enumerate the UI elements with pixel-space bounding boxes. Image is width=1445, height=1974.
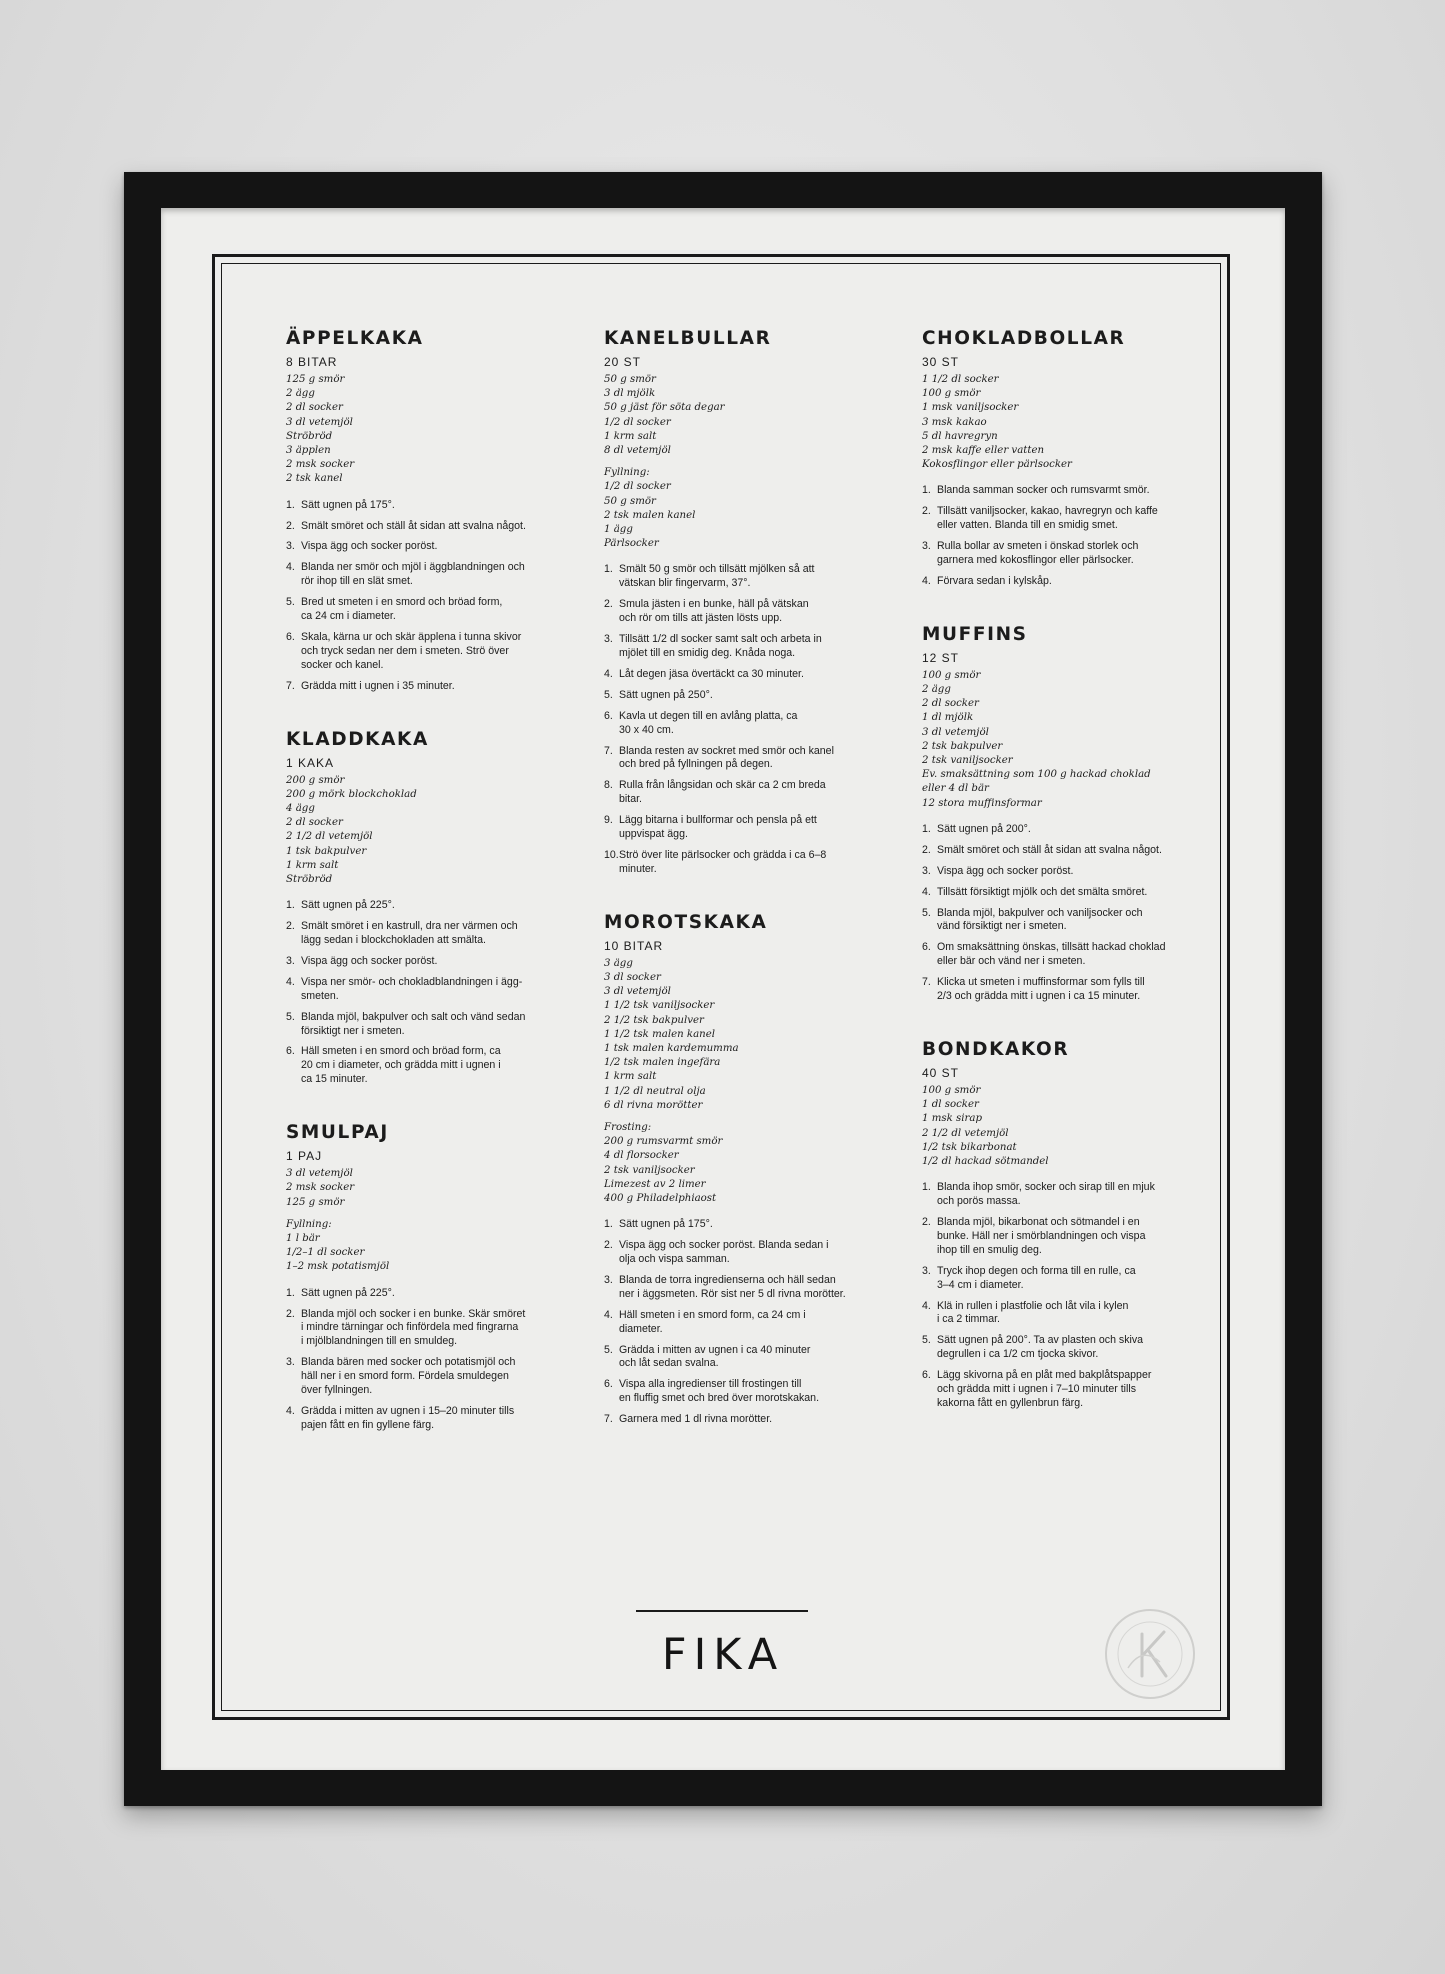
ingredient: 3 dl vetemjöl	[286, 416, 353, 428]
step	[286, 499, 566, 513]
step-number: 6.	[604, 709, 613, 722]
step-number: 5.	[604, 1343, 613, 1356]
step-text: Vispa ner smör- och chokladblandningen i ägg- smeten.	[301, 975, 523, 1002]
ingredient-list	[604, 373, 884, 458]
step-number: 4.	[922, 1299, 931, 1312]
ingredient: 100 g smör	[922, 669, 981, 681]
step-text: Rulla från långsidan och skär ca 2 cm breda bitar.	[619, 779, 826, 806]
ingredient: 1/2 tsk malen ingefära	[604, 1057, 721, 1069]
step-text: Blanda mjöl, bakpulver och salt och vänd sedan försiktigt ner i smeten.	[301, 1010, 526, 1037]
step-number: 4.	[286, 561, 295, 574]
step-number: 3.	[604, 1273, 613, 1286]
recipe-yield: 30 ST	[922, 355, 960, 369]
ingredient: 2 ägg	[922, 684, 951, 696]
ingredient: Kokosflingor eller pärlsocker	[922, 459, 1072, 471]
step	[286, 631, 566, 673]
ingredient-list	[286, 373, 566, 487]
step-number: 7.	[286, 679, 295, 692]
step-text: Grädda i mitten av ugnen i 15–20 minuter tills pajen fått en fin gyllene färg.	[301, 1404, 515, 1431]
ingredient: 5 dl havregryn	[922, 430, 998, 442]
recipe-title: CHOKLADBOLLAR	[922, 328, 1126, 349]
ingredient: 3 dl vetemjöl	[604, 986, 671, 998]
step-text: Blanda resten av sockret med smör och kanel och bred på fyllningen på degen.	[619, 744, 834, 771]
ingredient-list	[604, 957, 884, 1113]
step-text: Sätt ugnen på 225°.	[301, 899, 395, 912]
recipe	[286, 327, 566, 694]
step	[922, 886, 1202, 900]
step	[286, 520, 566, 534]
step-text: Tryck ihop degen och forma till en rulle, ca 3–4 cm i diameter.	[937, 1264, 1136, 1291]
step	[922, 976, 1202, 1004]
step-text: Garnera med 1 dl rivna morötter.	[619, 1413, 773, 1426]
ingredient-list-secondary	[604, 1121, 884, 1206]
step-number: 1.	[604, 563, 613, 576]
step-number: 10.	[604, 848, 619, 861]
step	[604, 1218, 884, 1232]
step-text: Om smaksättning önskas, tillsätt hackad choklad eller bär och vänd ner i smeten.	[937, 941, 1166, 968]
ingredient: 100 g smör	[922, 1084, 981, 1096]
step	[922, 505, 1202, 533]
ingredient: 1/2 dl socker	[604, 416, 671, 428]
step	[286, 1308, 566, 1350]
step	[604, 849, 884, 877]
recipe-yield: 10 BITAR	[604, 938, 664, 953]
step-number: 7.	[604, 1413, 613, 1426]
step-text: Vispa ägg och socker poröst.	[937, 864, 1074, 877]
step	[604, 689, 884, 703]
ingredient: 1 1/2 dl socker	[922, 374, 999, 385]
ingredient: Pärlsocker	[604, 538, 659, 550]
step-number: 5.	[286, 1010, 295, 1023]
step-number: 2.	[922, 505, 931, 518]
ingredient: 1/2 tsk bikarbonat	[922, 1141, 1017, 1153]
step-number: 6.	[922, 1369, 931, 1382]
step	[604, 1413, 884, 1427]
recipe-column-1	[286, 327, 566, 1467]
step-number: 7.	[922, 976, 931, 989]
ingredient: 1 1/2 tsk vaniljsocker	[604, 1000, 715, 1012]
step-text: Sätt ugnen på 200°. Ta av plasten och skiva degrullen i ca 1/2 cm tjocka skivor.	[937, 1334, 1144, 1361]
ingredient: 3 dl vetemjöl	[286, 1168, 353, 1180]
step-list	[604, 563, 884, 876]
ingredient: 2 1/2 dl vetemjöl	[286, 831, 373, 843]
recipe-yield: 12 ST	[922, 650, 960, 665]
ingredient: eller 4 dl bär	[922, 783, 989, 795]
ingredient: 4 ägg	[286, 803, 315, 814]
step-text: Strö över lite pärlsocker och grädda i ca 6–8 minuter.	[619, 848, 827, 875]
step	[922, 484, 1202, 498]
step-number: 4.	[604, 1308, 613, 1321]
ingredient-group-label: Fyllning:	[604, 467, 650, 479]
recipe-title: ÄPPELKAKA	[286, 328, 424, 349]
step	[922, 1181, 1202, 1209]
ingredient: 8 dl vetemjöl	[604, 445, 671, 457]
recipe	[922, 1038, 1202, 1411]
ingredient: 1 msk sirap	[922, 1113, 982, 1125]
embossed-stamp-icon	[1102, 1606, 1198, 1702]
step	[604, 745, 884, 773]
ingredient: 200 g rumsvarmt smör	[604, 1136, 723, 1148]
recipe	[286, 728, 566, 1088]
ingredient-list	[922, 669, 1202, 811]
ingredient: 2 dl socker	[286, 402, 343, 414]
ingredient: 3 dl vetemjöl	[922, 726, 989, 738]
step-text: Smält smöret och ställ åt sidan att svalna något.	[301, 519, 526, 532]
ingredient: 50 g smör	[604, 495, 656, 507]
recipe-title: MOROTSKAKA	[604, 911, 768, 933]
ingredient: 1 krm salt	[286, 859, 339, 871]
ingredient: 2 ägg	[286, 388, 315, 400]
step	[286, 1045, 566, 1087]
step-text: Grädda mitt i ugnen i 35 minuter.	[301, 679, 455, 692]
ingredient: 1/2 dl socker	[604, 481, 671, 493]
ingredient: 2 dl socker	[286, 817, 343, 829]
step	[286, 1011, 566, 1039]
ingredient: 200 g smör	[286, 774, 345, 786]
ingredient: 125 g smör	[286, 374, 345, 385]
poster-title: FIKA	[661, 1630, 785, 1680]
step-text: Grädda i mitten av ugnen i ca 40 minuter och låt sedan svalna.	[619, 1343, 811, 1370]
step	[604, 779, 884, 807]
step	[922, 575, 1202, 589]
step	[604, 563, 884, 591]
ingredient: 125 g smör	[286, 1196, 345, 1208]
ingredient: 1 krm salt	[604, 1071, 657, 1083]
step	[286, 976, 566, 1004]
step-number: 1.	[286, 498, 295, 511]
step	[286, 1287, 566, 1301]
step-number: 3.	[286, 1356, 295, 1369]
ingredient: 2 tsk kanel	[286, 473, 343, 485]
step-text: Tillsätt vaniljsocker, kakao, havregryn och kaffe eller vatten. Blanda till en smidig smet.	[937, 505, 1158, 532]
ingredient: 3 msk kakao	[922, 416, 987, 428]
step-number: 5.	[922, 1334, 931, 1347]
ingredient: 1/2–1 dl socker	[286, 1247, 365, 1259]
step-number: 5.	[604, 688, 613, 701]
step	[286, 596, 566, 624]
step-number: 2.	[286, 1307, 295, 1320]
step-text: Sätt ugnen på 175°.	[619, 1218, 713, 1231]
step	[286, 899, 566, 913]
step-number: 6.	[286, 630, 295, 643]
ingredient: 2 tsk bakpulver	[922, 740, 1003, 752]
ingredient: 1 1/2 dl neutral olja	[604, 1085, 706, 1097]
step-number: 8.	[604, 779, 613, 792]
ingredient: 1 1/2 tsk malen kanel	[604, 1028, 716, 1040]
step	[604, 1274, 884, 1302]
step-number: 2.	[604, 1239, 613, 1252]
recipe-title: KANELBULLAR	[604, 328, 772, 349]
step-number: 3.	[604, 633, 613, 646]
ingredient-list	[286, 1167, 566, 1210]
step-number: 5.	[286, 596, 295, 609]
ingredient: 3 dl socker	[604, 971, 661, 983]
step-number: 6.	[922, 941, 931, 954]
step-list	[604, 1218, 884, 1427]
recipe	[604, 327, 884, 877]
ingredient: 1 l bär	[286, 1233, 320, 1244]
ingredient: Ströbröd	[286, 430, 333, 442]
step-text: Blanda mjöl, bakpulver och vaniljsocker och vänd försiktigt ner i smeten.	[937, 906, 1143, 933]
step	[922, 907, 1202, 935]
ingredient: 2 1/2 tsk bakpulver	[604, 1014, 704, 1026]
step-text: Blanda ner smör och mjöl i äggblandningen och rör ihop till en slät smet.	[301, 561, 525, 588]
ingredient: 4 dl florsocker	[604, 1150, 679, 1162]
step-text: Kavla ut degen till en avlång platta, ca 30 x 40 cm.	[619, 709, 798, 736]
recipe-yield: 40 ST	[922, 1065, 960, 1080]
ingredient: 1 dl mjölk	[922, 712, 974, 724]
step-text: Blanda ihop smör, socker och sirap till en mjuk och porös massa.	[937, 1181, 1155, 1208]
step-number: 4.	[286, 975, 295, 988]
recipe	[922, 327, 1202, 589]
step-text: Klä in rullen i plastfolie och låt vila i kylen i ca 2 timmar.	[937, 1299, 1129, 1326]
ingredient: 1/2 dl hackad sötmandel	[922, 1155, 1049, 1167]
ingredient: 3 dl mjölk	[604, 388, 656, 400]
step-number: 5.	[922, 906, 931, 919]
step-text: Blanda de torra ingredienserna och häll sedan ner i äggsmeten. Rör sist ner 5 dl rivna morötter.	[619, 1273, 846, 1300]
recipe	[604, 911, 884, 1427]
ingredient: 3 ägg	[604, 957, 633, 969]
ingredient: 50 g jäst för söta degar	[604, 402, 725, 414]
recipe-yield: 1 KAKA	[286, 755, 335, 770]
ingredient: 2 tsk malen kanel	[604, 509, 696, 521]
ingredient: 400 g Philadelphiaost	[604, 1193, 717, 1204]
step-text: Smält 50 g smör och tillsätt mjölken så att vätskan blir fingervarm, 37°.	[619, 563, 815, 590]
step	[922, 1369, 1202, 1411]
step-text: Vispa alla ingredienser till frostingen till en fluffig smet och bred över morotskakan.	[619, 1378, 820, 1405]
step-number: 3.	[286, 954, 295, 967]
step	[604, 1239, 884, 1267]
step-number: 2.	[604, 598, 613, 611]
ingredient: Ströbröd	[286, 874, 333, 886]
step-text: Klicka ut smeten i muffinsformar som fylls till 2/3 och grädda mitt i ugnen i ca 15 minuter.	[937, 976, 1145, 1003]
step-text: Bred ut smeten i en smord och bröad form, ca 24 cm i diameter.	[301, 596, 503, 623]
step	[286, 920, 566, 948]
step-list	[922, 823, 1202, 1004]
step	[604, 814, 884, 842]
step-number: 3.	[286, 540, 295, 553]
step-number: 1.	[922, 822, 931, 835]
step-text: Smula jästen i en bunke, häll på vätskan och rör om tills att jästen lösts upp.	[619, 598, 809, 625]
step-list	[922, 1181, 1202, 1411]
step-number: 3.	[922, 1264, 931, 1277]
recipe-yield: 8 BITAR	[286, 355, 338, 369]
step-text: Blanda samman socker och rumsvarmt smör.	[937, 484, 1150, 497]
step-text: Vispa ägg och socker poröst.	[301, 954, 438, 967]
recipe-title: SMULPAJ	[286, 1122, 389, 1144]
step	[922, 1216, 1202, 1258]
ingredient: 3 äpplen	[286, 445, 331, 457]
step-number: 1.	[604, 1218, 613, 1231]
ingredient: 1–2 msk potatismjöl	[286, 1261, 390, 1273]
ingredient-list	[922, 373, 1202, 472]
step-text: Blanda mjöl, bikarbonat och sötmandel i en bunke. Häll ner i smörblandningen och vispa ihop till en smulig deg.	[937, 1215, 1146, 1256]
step	[922, 1300, 1202, 1328]
step-text: Blanda mjöl och socker i en bunke. Skär smöret i mindre tärningar och finfördela med fingrarna i mjölblandningen till en smuldeg.	[301, 1307, 526, 1348]
step-number: 1.	[922, 484, 931, 497]
step-number: 6.	[604, 1378, 613, 1391]
recipe-title: KLADDKAKA	[286, 728, 429, 750]
step-number: 4.	[922, 885, 931, 898]
step	[286, 680, 566, 694]
step	[922, 823, 1202, 837]
ingredient: 6 dl rivna morötter	[604, 1099, 703, 1111]
ingredient: 2 tsk vaniljsocker	[922, 755, 1013, 767]
step-number: 3.	[922, 540, 931, 553]
ingredient: 1 dl socker	[922, 1099, 979, 1111]
ingredient-list-secondary	[604, 466, 884, 551]
step-number: 2.	[922, 843, 931, 856]
step-text: Smält smöret och ställ åt sidan att svalna något.	[937, 843, 1162, 856]
step	[604, 710, 884, 738]
step-text: Vispa ägg och socker poröst.	[301, 540, 438, 553]
step	[604, 1309, 884, 1337]
step	[922, 844, 1202, 858]
ingredient-list-secondary	[286, 1218, 566, 1275]
step-text: Tillsätt 1/2 dl socker samt salt och arbeta in mjölet till en smidig deg. Knåda noga.	[619, 633, 822, 659]
step-number: 2.	[286, 920, 295, 933]
step	[922, 1265, 1202, 1293]
step	[604, 633, 884, 661]
ingredient: 100 g smör	[922, 388, 981, 400]
ingredient: 1 krm salt	[604, 430, 657, 442]
step-text: Rulla bollar av smeten i önskad storlek och garnera med kokosflingor eller pärlsocker.	[937, 540, 1139, 567]
ingredient-list	[922, 1084, 1202, 1169]
step	[922, 1334, 1202, 1362]
step	[286, 1405, 566, 1433]
step	[286, 561, 566, 589]
step-number: 1.	[286, 899, 295, 912]
ingredient: 1 msk vaniljsocker	[922, 402, 1019, 414]
ingredient-group-label: Fyllning:	[286, 1218, 332, 1230]
ingredient-list	[286, 774, 566, 888]
recipe	[922, 623, 1202, 1004]
ingredient-group-label: Frosting:	[604, 1121, 652, 1133]
ingredient: 2 msk socker	[286, 459, 355, 471]
step	[286, 1356, 566, 1398]
ingredient: 12 stora muffinsformar	[922, 797, 1042, 809]
recipe-column-3	[922, 327, 1202, 1445]
ingredient: 1 tsk bakpulver	[286, 845, 367, 857]
step-text: Blanda bären med socker och potatismjöl och häll ner i en smord form. Fördela smuldegen över fyllningen.	[301, 1356, 516, 1397]
step	[604, 1344, 884, 1372]
ingredient: 2 msk kaffe eller vatten	[922, 445, 1045, 457]
ingredient: 2 1/2 dl vetemjöl	[922, 1127, 1009, 1139]
step-text: Häll smeten i en smord och bröad form, ca 20 cm i diameter, och grädda mitt i ugnen i ca 15 minuter.	[301, 1045, 501, 1086]
ingredient: 200 g mörk blockchoklad	[286, 788, 417, 800]
step-list	[286, 499, 566, 694]
step-text: Sätt ugnen på 250°.	[619, 688, 713, 701]
step-text: Lägg skivorna på en plåt med bakplåtspapper och grädda mitt i ugnen i 7–10 minuter tills kakorna fått en gyllenbrun färg.	[937, 1369, 1152, 1409]
step-number: 4.	[922, 574, 931, 587]
recipe-yield: 1 PAJ	[286, 1149, 323, 1164]
step-number: 1.	[922, 1181, 931, 1194]
step	[922, 941, 1202, 969]
step-number: 9.	[604, 814, 613, 827]
ingredient: 1 ägg	[604, 524, 633, 536]
ingredient: 2 msk socker	[286, 1182, 355, 1194]
step-text: Häll smeten i en smord form, ca 24 cm i diameter.	[619, 1308, 806, 1335]
step-text: Sätt ugnen på 175°.	[301, 498, 395, 511]
step-list	[286, 899, 566, 1087]
step-text: Sätt ugnen på 200°.	[937, 822, 1031, 835]
step	[604, 1378, 884, 1406]
step	[286, 955, 566, 969]
recipe	[286, 1121, 566, 1433]
step-text: Skala, kärna ur och skär äpplena i tunna skivor och tryck sedan ner dem i smeten. Strö över socker och kanel.	[301, 630, 522, 671]
ingredient: 1 tsk malen kardemumma	[604, 1042, 739, 1054]
step-number: 6.	[286, 1045, 295, 1058]
step	[922, 540, 1202, 568]
step-text: Låt degen jäsa övertäckt ca 30 minuter.	[619, 667, 804, 680]
step-number: 4.	[286, 1404, 295, 1417]
step-number: 3.	[922, 864, 931, 877]
step-number: 2.	[922, 1215, 931, 1228]
recipe-yield: 20 ST	[604, 355, 642, 369]
recipe-column-2	[604, 327, 884, 1461]
step-text: Sätt ugnen på 225°.	[301, 1286, 395, 1299]
step-list	[922, 484, 1202, 588]
step	[286, 540, 566, 554]
ingredient: 2 tsk vaniljsocker	[604, 1164, 695, 1176]
step	[604, 668, 884, 682]
recipe-title: MUFFINS	[922, 623, 1028, 645]
step-number: 4.	[604, 667, 613, 680]
ingredient: Ev. smaksättning som 100 g hackad choklad	[922, 769, 1151, 781]
ingredient: Limezest av 2 limer	[604, 1178, 706, 1190]
step-text: Tillsätt försiktigt mjölk och det smälta smöret.	[937, 885, 1148, 898]
ingredient: 50 g smör	[604, 374, 656, 385]
step-number: 2.	[286, 519, 295, 532]
step	[604, 598, 884, 626]
title-rule	[636, 1610, 808, 1612]
recipe-title: BONDKAKOR	[922, 1038, 1070, 1060]
step-text: Lägg bitarna i bullformar och pensla på ett uppvispat ägg.	[619, 814, 817, 841]
step-text: Smält smöret i en kastrull, dra ner värmen och lägg sedan i blockchokladen att smälta.	[301, 920, 518, 947]
step-number: 7.	[604, 744, 613, 757]
ingredient: 2 dl socker	[922, 698, 979, 710]
step-text: Förvara sedan i kylskåp.	[937, 574, 1052, 587]
step	[922, 865, 1202, 879]
step-number: 1.	[286, 1286, 295, 1299]
step-text: Vispa ägg och socker poröst. Blanda sedan i olja och vispa samman.	[619, 1239, 829, 1266]
step-list	[286, 1287, 566, 1433]
